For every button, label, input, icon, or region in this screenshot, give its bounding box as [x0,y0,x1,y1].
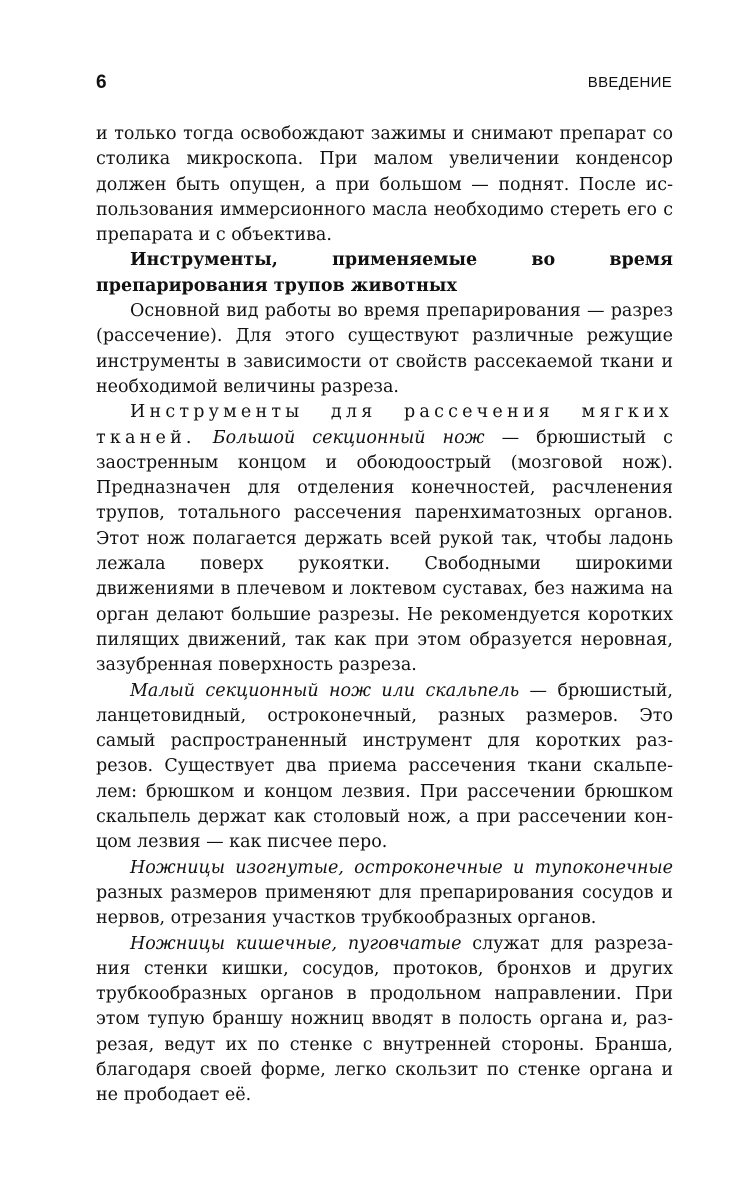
term-curved-scissors: Ножницы изогнутые, остроконечные и тупоконечные [130,857,673,878]
page-number: 6 [96,72,107,93]
paragraph-intestinal-scissors [96,932,673,1109]
paragraph-microscope: и только тогда освобождают зажимы и снимают препарат со столика микроскопа. При малом увеличении конденсор должен быть опущен, а при большом — поднят. После использования иммерсионного масла необходимо стереть его с препарата и с объектива. [96,124,673,246]
page-header [96,72,672,98]
paragraph-curved-scissors [96,856,673,932]
paragraph-text: служат для разрезания стенки кишки, сосудов, протоков, бронхов и других трубкообразных органов в продольном направлении. При этом тупую браншу ножниц вводят в полость органа и, разрезая, ведут их по стенке с внутренней стороны. Бранша, благодаря своей форме, легко скользит по стенке органа и не прободает её. [96,933,673,1106]
term-scalpel: Малый секционный нож или скальпель [130,680,520,701]
paragraph-text: разных размеров применяют для препарирования сосудов и нервов, отрезания участков трубкообразных органов. [96,882,673,929]
paragraph-text: — брюшистый, ланцетовидный, остроконечный, разных размеров. Это самый распространенный инструмент для коротких разрезов. Существует два приема рассечения ткани скальпелем: брюшком и концом лезвия. При рассечении брюшком скальпель держат как столовый нож, а при рассечении концом лезвия — как писчее перо. [96,680,673,853]
subsection-title: Инструменты для рассечения мягких тканей. [96,402,673,448]
paragraph-large-knife [96,400,673,678]
running-head: ВВЕДЕНИЕ [587,74,672,91]
section-heading: Инструменты, применяемые во время препарирования трупов животных [96,250,673,296]
body-text [96,122,673,1109]
term-large-knife: Большой секционный нож [212,427,485,448]
paragraph-main-work: Основной вид работы во время препарирования — разрез (рассечение). Для этого существуют различные режущие инструменты в зависимости от свойств рассекаемой ткани и необходимой величины разреза. [96,301,673,397]
paragraph-text: — брюшистый с заостренным концом и обоюдоострый (мозговой нож). Предназначен для отделения конечностей, расчленения трупов, тотального рассечения паренхиматозных органов. Этот нож полагается держать всей рукой так, чтобы ладонь лежала поверх рукоятки. Свободными широкими движениями в плечевом и локтевом суставах, без нажима на орган делают большие разрезы. Не рекомендуется коротких пилящих движений, так как при этом образуется неровная, зазубренная поверхность разреза. [96,427,673,676]
paragraph-scalpel [96,679,673,856]
term-intestinal-scissors: Ножницы кишечные, пуговчатые [130,933,462,954]
